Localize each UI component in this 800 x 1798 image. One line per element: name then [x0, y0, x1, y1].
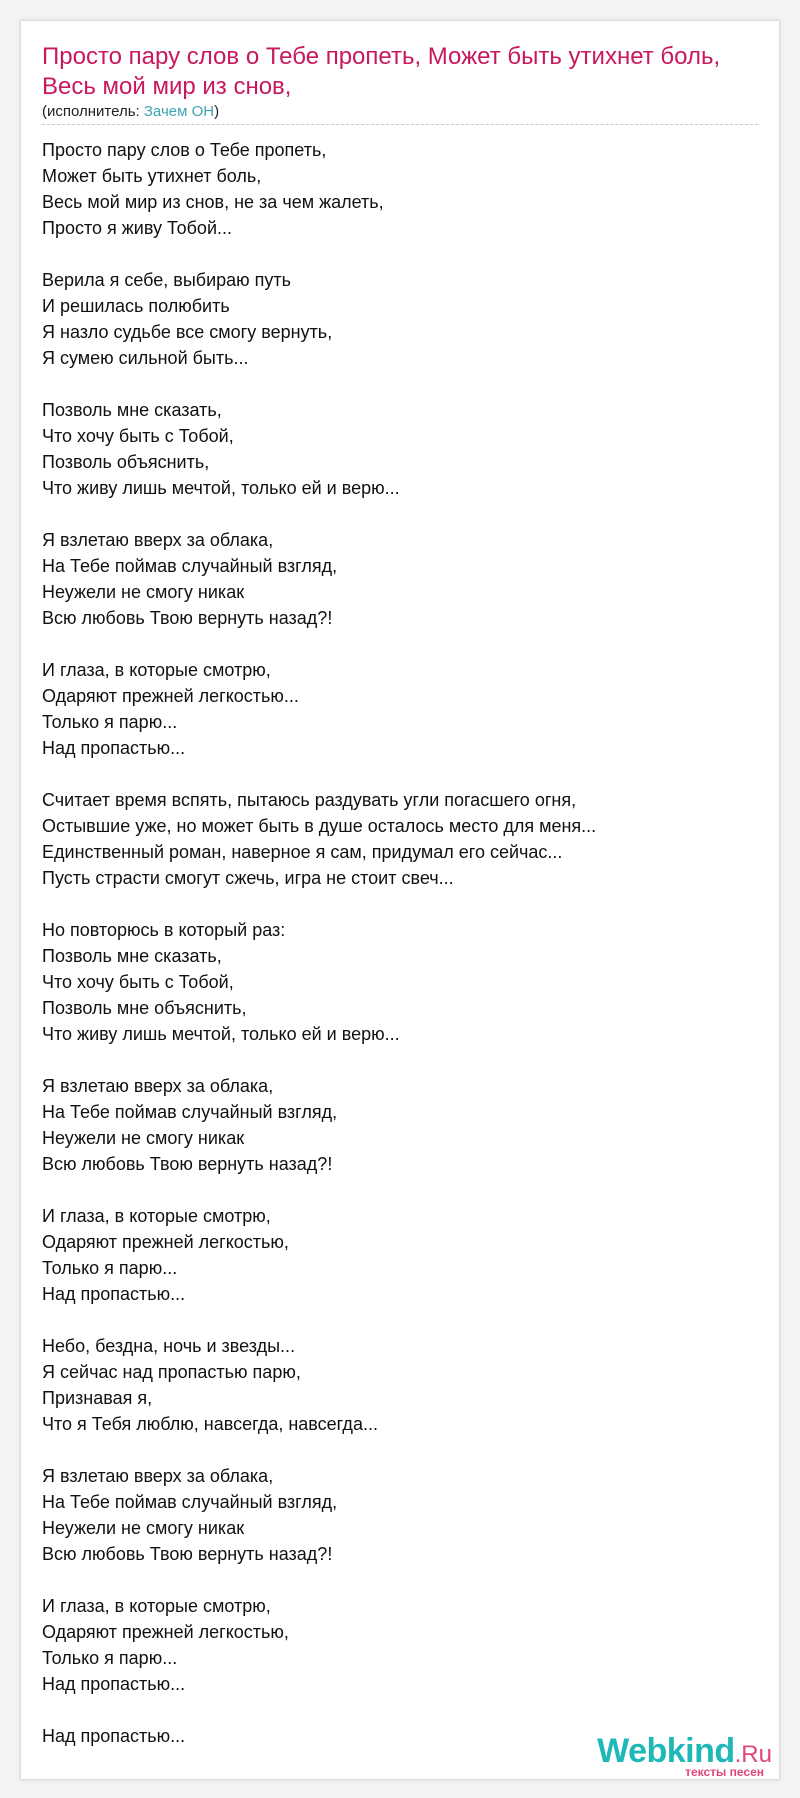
lyrics-line: И глаза, в которые смотрю,: [42, 1596, 271, 1616]
lyrics-line: Просто я живу Тобой...: [42, 218, 233, 238]
logo-tagline: тексты песен: [685, 1765, 764, 1779]
lyrics-line: Я взлетаю вверх за облака,: [42, 1076, 274, 1096]
lyrics-line: Позволь мне сказать,: [42, 946, 222, 966]
lyrics-line: Небо, бездна, ночь и звезды...: [42, 1336, 296, 1356]
lyrics-line: Весь мой мир из снов, не за чем жалеть,: [42, 192, 384, 212]
lyrics-stanza: [42, 917, 762, 1047]
lyrics-line: Остывшие уже, но может быть в душе осталось место для меня...: [42, 816, 597, 836]
site-logo[interactable]: [597, 1734, 772, 1778]
song-title: [42, 42, 762, 102]
lyrics-stanza: [42, 137, 762, 241]
lyrics-line: На Тебе поймав случайный взгляд,: [42, 1492, 338, 1512]
lyrics-line: На Тебе поймав случайный взгляд,: [42, 1102, 338, 1122]
logo-domain-suffix: .Ru: [734, 1741, 772, 1768]
lyrics-line: Только я парю...: [42, 1258, 178, 1278]
lyrics-line: Считает время вспять, пытаюсь раздувать угли погасшего огня,: [42, 790, 577, 810]
lyrics-line: Только я парю...: [42, 712, 178, 732]
lyrics-line: Верила я себе, выбираю путь: [42, 270, 292, 290]
lyrics-line: Над пропастью...: [42, 738, 186, 758]
main-content: [42, 42, 762, 1775]
lyrics-line: Позволь мне сказать,: [42, 400, 222, 420]
lyrics-stanza: [42, 1463, 762, 1567]
lyrics-line: Только я парю...: [42, 1648, 178, 1668]
song-title-line-1: Просто пару слов о Тебе пропеть, Может быть утихнет боль,: [42, 43, 721, 70]
lyrics-line: Я взлетаю вверх за облака,: [42, 530, 274, 550]
lyrics-line: Всю любовь Твою вернуть назад?!: [42, 1544, 333, 1564]
lyrics-line: Что я Тебя люблю, навсегда, навсегда...: [42, 1414, 378, 1434]
lyrics-line: Над пропастью...: [42, 1726, 186, 1746]
performer-line: [42, 102, 758, 125]
lyrics-line: Я сейчас над пропастью парю,: [42, 1362, 301, 1382]
lyrics-line: Что хочу быть с Тобой,: [42, 972, 234, 992]
lyrics-line: Одаряют прежней легкостью,: [42, 1232, 289, 1252]
lyrics-line: Я взлетаю вверх за облака,: [42, 1466, 274, 1486]
lyrics-line: Всю любовь Твою вернуть назад?!: [42, 608, 333, 628]
lyrics-line: Неужели не смогу никак: [42, 1518, 245, 1538]
lyrics-line: Я сумею сильной быть...: [42, 348, 249, 368]
lyrics-stanza: [42, 267, 762, 371]
song-title-line-2: Весь мой мир из снов,: [42, 73, 292, 100]
lyrics-line: Просто пару слов о Тебе пропеть,: [42, 140, 327, 160]
lyrics-stanza: [42, 657, 762, 761]
lyrics-line: Признавая я,: [42, 1388, 153, 1408]
lyrics-line: Над пропастью...: [42, 1284, 186, 1304]
performer-prefix: (исполнитель:: [42, 103, 144, 120]
lyrics-line: Пусть страсти смогут сжечь, игра не стоит свеч...: [42, 868, 454, 888]
lyrics-line: Одаряют прежней легкостью...: [42, 686, 299, 706]
lyrics-line: Всю любовь Твою вернуть назад?!: [42, 1154, 333, 1174]
lyrics-stanza: [42, 1073, 762, 1177]
lyrics-line: Что живу лишь мечтой, только ей и верю...: [42, 478, 400, 498]
lyrics-text: [42, 137, 762, 1749]
lyrics-stanza: [42, 1203, 762, 1307]
performer-link[interactable]: Зачем ОН: [143, 103, 215, 120]
lyrics-line: И глаза, в которые смотрю,: [42, 1206, 271, 1226]
lyrics-line: Позволь объяснить,: [42, 452, 210, 472]
lyrics-line: Единственный роман, наверное я сам, придумал его сейчас...: [42, 842, 563, 862]
lyrics-stanza: [42, 787, 762, 891]
lyrics-stanza: [42, 397, 762, 501]
lyrics-line: Может быть утихнет боль,: [42, 166, 262, 186]
lyrics-line: Что живу лишь мечтой, только ей и верю...: [42, 1024, 400, 1044]
lyrics-stanza: [42, 1593, 762, 1697]
lyrics-line: Но повторюсь в который раз:: [42, 920, 286, 940]
lyrics-line: Одаряют прежней легкостью,: [42, 1622, 289, 1642]
performer-suffix: ): [214, 103, 220, 120]
lyrics-line: Позволь мне объяснить,: [42, 998, 247, 1018]
lyrics-line: Над пропастью...: [42, 1674, 186, 1694]
logo-wordmark: Webkind: [597, 1732, 735, 1770]
lyrics-stanza: [42, 527, 762, 631]
lyrics-stanza: [42, 1333, 762, 1437]
lyrics-line: На Тебе поймав случайный взгляд,: [42, 556, 338, 576]
lyrics-line: Я назло судьбе все смогу вернуть,: [42, 322, 333, 342]
lyrics-line: Неужели не смогу никак: [42, 582, 245, 602]
lyrics-line: И глаза, в которые смотрю,: [42, 660, 271, 680]
lyrics-line: Что хочу быть с Тобой,: [42, 426, 234, 446]
lyrics-line: И решилась полюбить: [42, 296, 230, 316]
lyrics-line: Неужели не смогу никак: [42, 1128, 245, 1148]
